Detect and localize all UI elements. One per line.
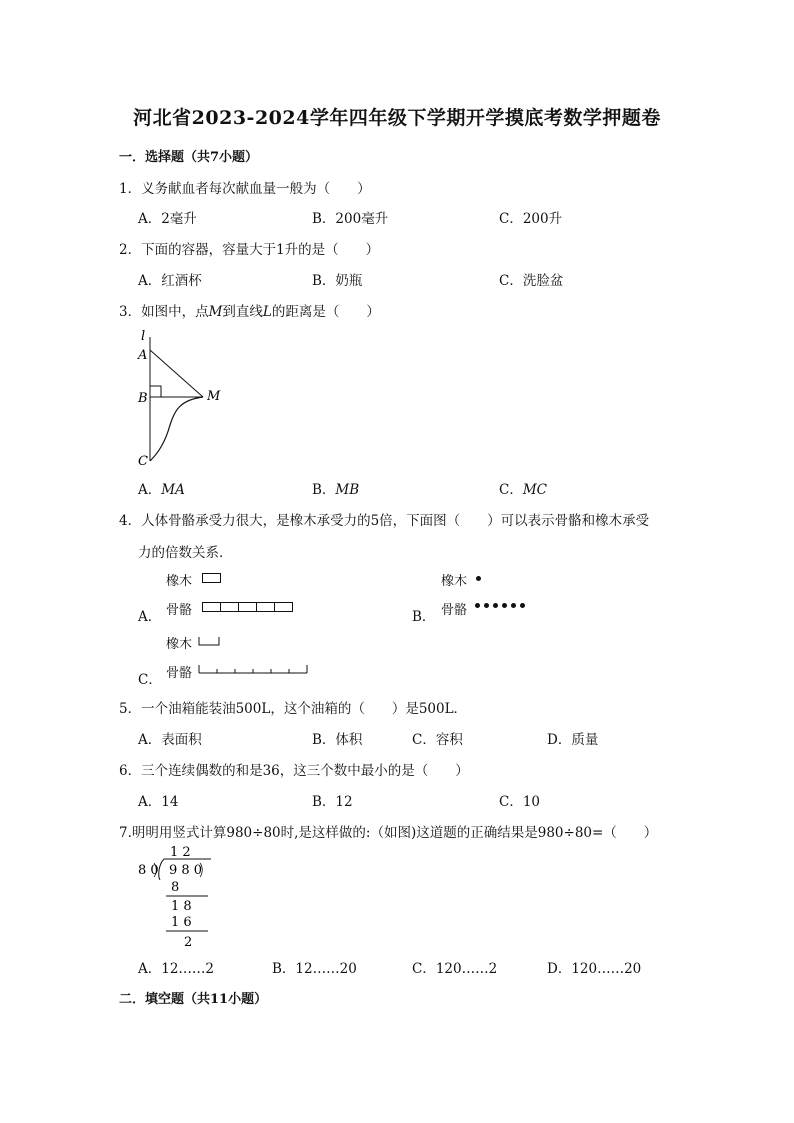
exam-title: 河北省2023-2024学年四年级下学期开学摸底考数学押题卷 — [133, 107, 661, 129]
question-7: 7.明明用竖式计算980÷80时,是这样做的:（如图)这道题的正确结果是980÷80=（ ） — [119, 825, 658, 841]
q4a-wood-bar — [202, 573, 221, 583]
q2-option-b[interactable]: B．奶瓶 — [312, 273, 363, 289]
line-l-label: l — [141, 329, 146, 344]
step-product-2: 1 6 — [171, 915, 192, 930]
section-heading-fill: 二．填空题（共11小题） — [119, 992, 268, 1007]
quotient: 1 2 — [170, 845, 191, 860]
q7-option-c[interactable]: C．120……2 — [412, 961, 498, 977]
final-remainder: 2 — [184, 935, 193, 950]
q4c-bone-label: 骨骼 — [166, 666, 193, 681]
q4a-bone-label: 骨骼 — [166, 603, 193, 618]
question-6: 6．三个连续偶数的和是36，这三个数中最小的是（ ） — [119, 763, 469, 779]
q4-option-c[interactable]: C． — [138, 672, 162, 688]
dividend: 9 8 0 — [169, 863, 203, 878]
question-4-line-1: 4．人体骨骼承受力很大，是橡木承受力的5倍，下面图（ ）可以表示骨骼和橡木承受 — [119, 513, 650, 529]
q4a-wood-label: 橡木 — [166, 574, 193, 589]
q3-option-a[interactable]: A．MA — [138, 482, 185, 498]
q5-option-a[interactable]: A．表面积 — [138, 732, 202, 748]
step-product-1: 8 — [171, 880, 180, 895]
point-c-label: C — [138, 454, 148, 469]
q7-option-d[interactable]: D．120……20 — [547, 961, 642, 977]
distance-figure — [130, 325, 240, 470]
step-remainder-1: 1 8 — [171, 899, 192, 914]
point-a-label: A — [138, 348, 148, 363]
q1-option-c[interactable]: C．200升 — [499, 211, 563, 227]
q3-option-b[interactable]: B．MB — [312, 482, 360, 498]
q7-option-b[interactable]: B．12……20 — [272, 961, 357, 977]
q1-option-a[interactable]: A．2毫升 — [138, 211, 197, 227]
divisor: 8 0 — [138, 863, 159, 878]
q4c-wood-bracket — [198, 635, 222, 647]
q6-option-a[interactable]: A．14 — [138, 794, 179, 810]
q2-option-a[interactable]: A．红酒杯 — [138, 273, 202, 289]
question-1: 1．义务献血者每次献血量一般为（ ） — [119, 181, 371, 197]
q3-option-c[interactable]: C．MC — [499, 482, 547, 498]
q4b-bone-label: 骨骼 — [441, 603, 468, 618]
question-4-line-2: 力的倍数关系． — [138, 545, 233, 561]
q2-option-c[interactable]: C．洗脸盆 — [499, 273, 564, 289]
q4c-wood-label: 橡木 — [166, 637, 193, 652]
q4b-bone-dots — [475, 603, 525, 608]
q7-option-a[interactable]: A．12……2 — [138, 961, 215, 977]
section-heading-choice: 一．选择题（共7小题） — [119, 150, 259, 165]
question-2: 2．下面的容器，容量大于1升的是（ ） — [119, 242, 380, 258]
point-b-label: B — [138, 391, 148, 406]
q5-option-b[interactable]: B．体积 — [312, 732, 363, 748]
q4c-bone-bracket — [198, 663, 310, 675]
q1-option-b[interactable]: B．200毫升 — [312, 211, 389, 227]
q5-option-d[interactable]: D．质量 — [547, 732, 599, 748]
q6-option-c[interactable]: C．10 — [499, 794, 541, 810]
question-3: 3．如图中，点M到直线L的距离是（ ） — [119, 304, 380, 320]
question-5: 5．一个油箱能装油500L，这个油箱的（ ）是500L． — [119, 701, 468, 717]
q5-option-c[interactable]: C．容积 — [412, 732, 463, 748]
point-m-label: M — [207, 389, 221, 404]
q4b-wood-label: 橡木 — [441, 574, 468, 589]
q4b-wood-dot — [476, 576, 481, 581]
q6-option-b[interactable]: B．12 — [312, 794, 353, 810]
long-division-figure — [134, 843, 224, 955]
q4-option-b[interactable]: B． — [412, 609, 436, 625]
q4-option-a[interactable]: A． — [138, 609, 162, 625]
q4a-bone-bars — [202, 602, 293, 612]
